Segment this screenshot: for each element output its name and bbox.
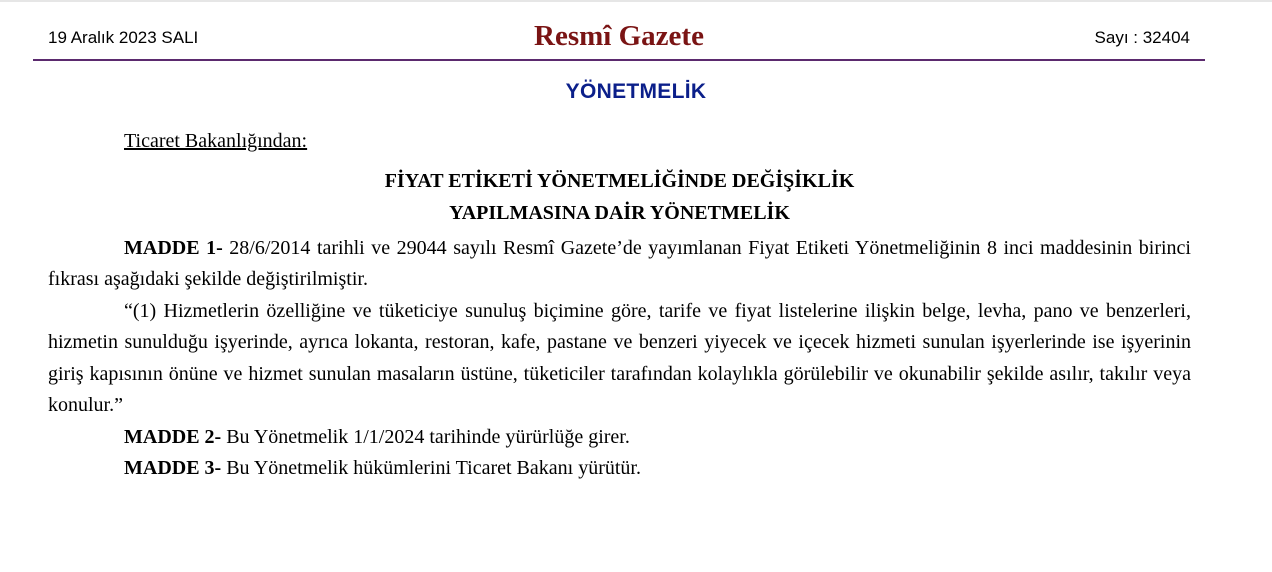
- article-label: MADDE 2-: [124, 425, 222, 448]
- issue-number: Sayı : 32404: [1094, 28, 1190, 47]
- article-text: 28/6/2014 tarihli ve 29044 sayılı Resmî Gazete’de yayımlanan Fiyat Etiketi Yönetmeliğinin 8 inci maddesinin birinci fıkrası aşağıdaki şekilde değiştirilmiştir.: [48, 236, 1191, 290]
- section-heading: YÖNETMELİK: [565, 80, 707, 103]
- issuing-ministry: Ticaret Bakanlığından:: [124, 130, 308, 152]
- article-label: MADDE 1-: [124, 236, 223, 259]
- article-text: Bu Yönetmelik hükümlerini Ticaret Bakanı yürütür.: [221, 457, 641, 479]
- top-border: [0, 0, 1272, 2]
- article-2: [48, 422, 1191, 454]
- issue-date: 19 Aralık 2023 SALI: [48, 28, 199, 47]
- article-1: [48, 233, 1191, 296]
- gazette-title: Resmî Gazete: [534, 20, 704, 52]
- header-divider: [33, 59, 1205, 61]
- regulation-title: [48, 165, 1191, 229]
- article-3: [48, 453, 1191, 485]
- regulation-title-line-2: YAPILMASINA DAİR YÖNETMELİK: [449, 201, 790, 224]
- quoted-paragraph: “(1) Hizmetlerin özelliğine ve tüketiciye sunuluş biçimine göre, tarife ve fiyat listelerine ilişkin belge, levha, pano ve benzerleri, hizmetin sunulduğu işyerinde, ayrıca lokanta, restoran, kafe, pastane ve benzeri yiyecek ve içecek hizmeti sunulan işyerlerinde ise işyerinin giriş kapısının önüne ve hizmet sunulan masaların üstüne, tüketiciler tarafından kolaylıkla görülebilir ve okunabilir şekilde asılır, takılır veya konulur.”: [48, 299, 1191, 416]
- article-label: MADDE 3-: [124, 457, 222, 479]
- masthead: [33, 18, 1205, 58]
- document-body: [48, 126, 1191, 485]
- article-text: Bu Yönetmelik 1/1/2024 tarihinde yürürlüğe girer.: [221, 425, 630, 448]
- regulation-title-line-1: FİYAT ETİKETİ YÖNETMELİĞİNDE DEĞİŞİKLİK: [384, 169, 855, 192]
